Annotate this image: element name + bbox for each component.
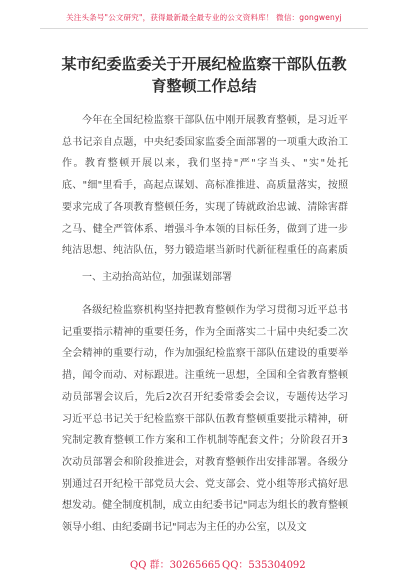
- body-paragraph: 各级纪检监察机构坚持把教育整顿作为学习贯彻习近平总书记重要指示精神的重要任务，作为全面落实二十届中央纪委二次全会精神的重要行动，作为加强纪检监察干部队伍建设的重要举措，闻令而动、对标跟进。注重统一思想，全国和全省教育整顿动员部署会议后，先后2次召开纪委常委会会议，专题传达学习习近平总书记关于纪检监察干部队伍教育整顿重要批示精神，研究制定教育整顿工作方案和工作机制等配套文件；分阶段召开3次动员部署会和阶段推进会，对教育整顿作出安排部署。各级分别通过召开纪检干部党员大会、党支部会、党小组等形式搞好思想发动。健全制度机制，成立由纪委书记"同志为组长的教育整顿领导小组、由纪委副书记"同志为主任的办公室，以及文: [62, 305, 348, 534]
- qq-group-number: QQ 群：30265665: [130, 560, 221, 571]
- header-banner: [0, 0, 408, 36]
- document-title: 某市纪委监委关于开展纪检监察干部队伍教育整顿工作总结: [61, 55, 347, 95]
- intro-paragraph: 今年在全国纪检监察干部队伍中刚开展教育整顿，是习近平总书记亲自点题，中央纪委国家监委全面部署的一项重大政治工作。教育整顿开展以来，我们坚持"严"字当头、"实"处托底、"细"里看手，高起点谋划、高标准推进、高质量落实，按照要求完成了各项教育整顿任务，实现了铸就政治忠诚、清除害群之马、健全严管体系、增强斗争本领的目标任务，做到了进一步纯洁思想、纯洁队伍，努力锻造堪当新时代新征程重任的高素质: [62, 115, 348, 257]
- section-heading: 一、主动抬高站位，加强谋划部署: [82, 272, 232, 283]
- banner-divider: [40, 28, 368, 29]
- banner-text: 关注头条号"公文研究"，获得最新最全最专业的公文资料库！ 微信：gongwenyj: [66, 13, 342, 22]
- footer-contact: [0, 556, 408, 574]
- qq-number: QQ：535304092: [222, 560, 306, 571]
